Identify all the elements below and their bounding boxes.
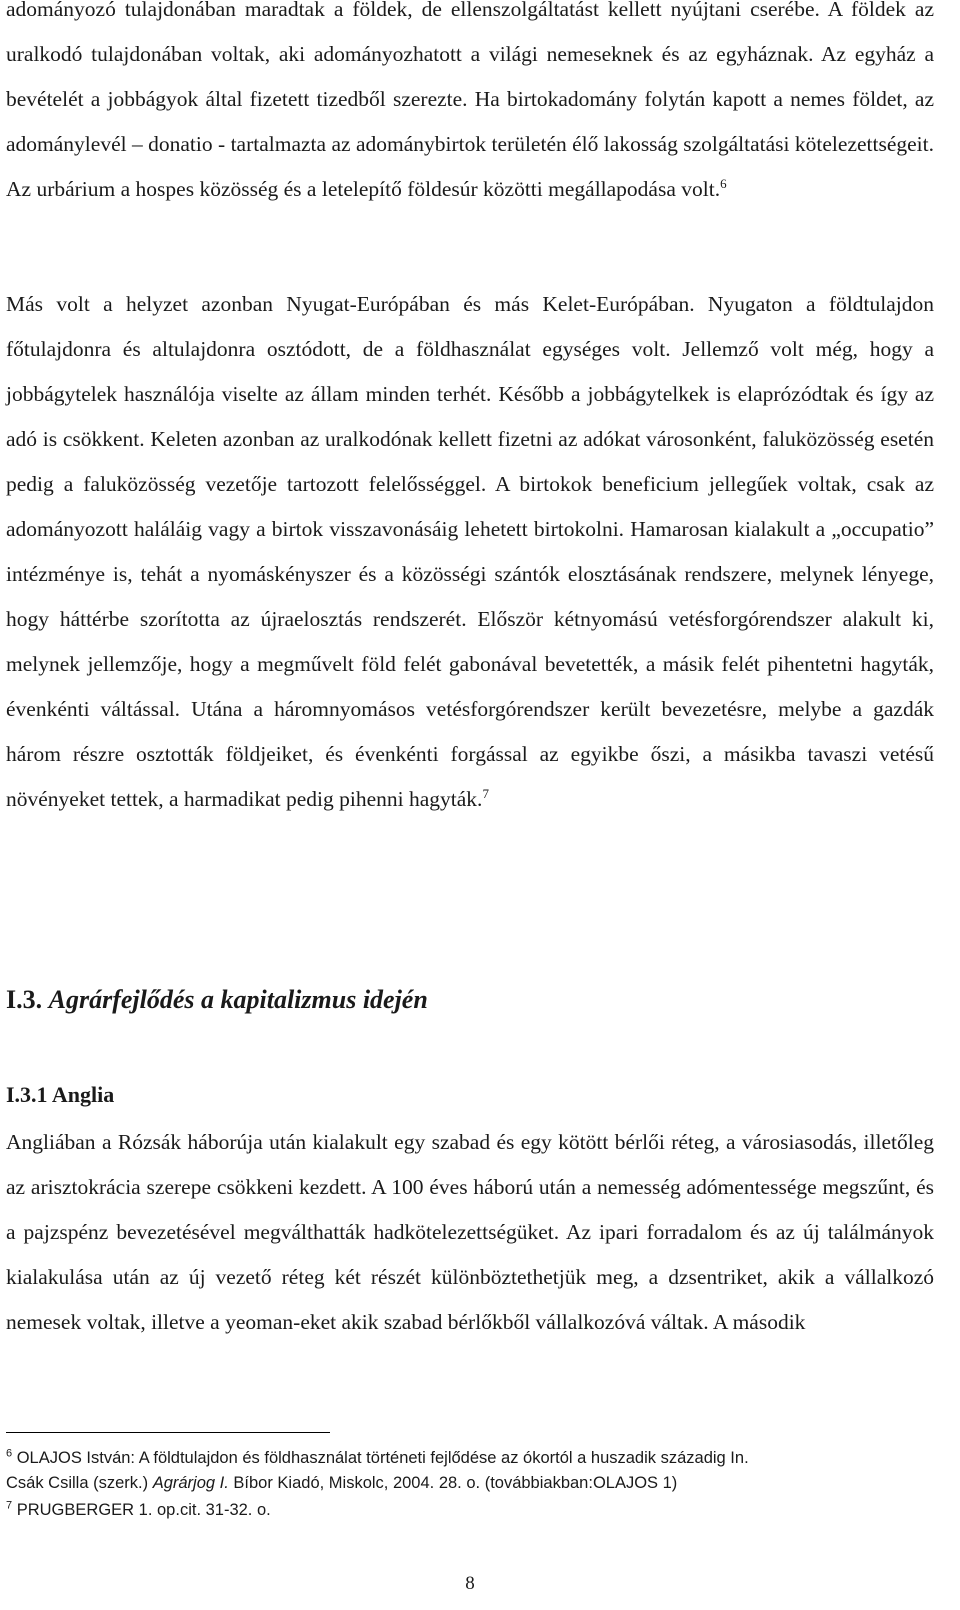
footnote-separator — [6, 1432, 330, 1433]
footnote-6-publisher: Bíbor Kiadó, Miskolc, 2004. 28. o. (továbbiakban:OLAJOS 1) — [228, 1474, 678, 1492]
footnote-6 — [6, 1446, 936, 1496]
subsection-heading: I.3.1 Anglia — [6, 1082, 115, 1107]
footnote-ref-7[interactable]: 7 — [482, 785, 489, 801]
section-number: I.3. — [6, 985, 43, 1014]
paragraph-3-text: Angliában a Rózsák háborúja után kialakult egy szabad és egy kötött bérlői réteg, a városiasodás, illetőleg az arisztokrácia szerepe csökkeni kezdett. A 100 éves háború után a nemesség adómentessége megszűnt, és a pajzspénz bevezetésével megválthatták hadkötelezettségüket. Az ipari forradalom és az új találmányok kialakulása után az új vezető réteg két részét különböztethetjük meg, a dzsentriket, akik a vállalkozó nemesek voltak, illetve a yeoman-eket akik szabad bérlőkből vállalkozóvá váltak. A második — [6, 1130, 934, 1334]
footnote-6-editor: Csák Csilla (szerk.) — [6, 1474, 153, 1492]
footnote-6-book-title: Agrárjog I. — [152, 1474, 229, 1492]
page-number: 8 — [465, 1573, 475, 1594]
footnote-7 — [6, 1498, 936, 1523]
paragraph-3 — [6, 1120, 934, 1345]
footnote-6-text: OLAJOS István: A földtulajdon és földhasználat történeti fejlődése az ókortól a huszadik századig In. — [16, 1449, 749, 1467]
footnote-6-mark: 6 — [6, 1447, 13, 1460]
section-title: Agrárfejlődés a kapitalizmus idején — [48, 985, 428, 1014]
paragraph-2 — [6, 282, 934, 822]
paragraph-2-text: Más volt a helyzet azonban Nyugat-Európában és más Kelet-Európában. Nyugaton a földtulajdon főtulajdonra és altulajdonra osztódott, de a földhasználat egységes volt. Jellemző volt még, hogy a jobbágytelek használója viselte az állam minden terhét. Később a jobbágytelkek is elaprózódtak és így az adó is csökkent. Keleten azonban az uralkodónak kellett fizetni az adókat városonként, faluközösség esetén pedig a faluközösség vezetője tartozott felelősséggel. A birtokok beneficium jellegűek voltak, csak az adományozott haláláig vagy a birtok visszavonásáig lehetett birtokolni. Hamarosan kialakult a „occupatio” intézménye is, tehát a nyomáskényszer és a közösségi szántók elosztásának rendszere, melynek lényege, hogy háttérbe szorította az újraelosztás rendszerét. Először kétnyomású vetésforgórendszer alakult ki, melynek jellemzője, hogy a megművelt föld felét gabonával bevetették, a másik felét pihentetni hagyták, évenkénti váltással. Utána a háromnyomásos vetésforgórendszer került bevezetésre, melybe a gazdák három részre osztották földjeiket, és évenkénti forgással az egyikbe őszi, a másikba tavaszi vetésű növényeket tettek, a harmadikat pedig pihenni hagyták. — [6, 292, 934, 811]
paragraph-1 — [6, 0, 934, 212]
footnote-7-text: PRUGBERGER 1. op.cit. 31-32. o. — [16, 1501, 271, 1519]
paragraph-1-text: adományozó tulajdonában maradtak a földek, de ellenszolgáltatást kellett nyújtani cserébe. A földek az uralkodó tulajdonában voltak, aki adományozhatott a világi nemeseknek és az egyháznak. Az egyház a bevételét a jobbágyok által fizetett tizedből szerezte. Ha birtokadomány folytán kapott a nemes földet, az adománylevél – donatio - tartalmazta az adománybirtok területén élő lakosság szolgáltatási kötelezettségeit. Az urbárium a hospes közösség és a letelepítő földesúr közötti megállapodása volt. — [6, 0, 934, 201]
footnote-7-mark: 7 — [6, 1499, 13, 1512]
section-heading — [6, 985, 428, 1015]
footnote-ref-6[interactable]: 6 — [720, 175, 727, 191]
